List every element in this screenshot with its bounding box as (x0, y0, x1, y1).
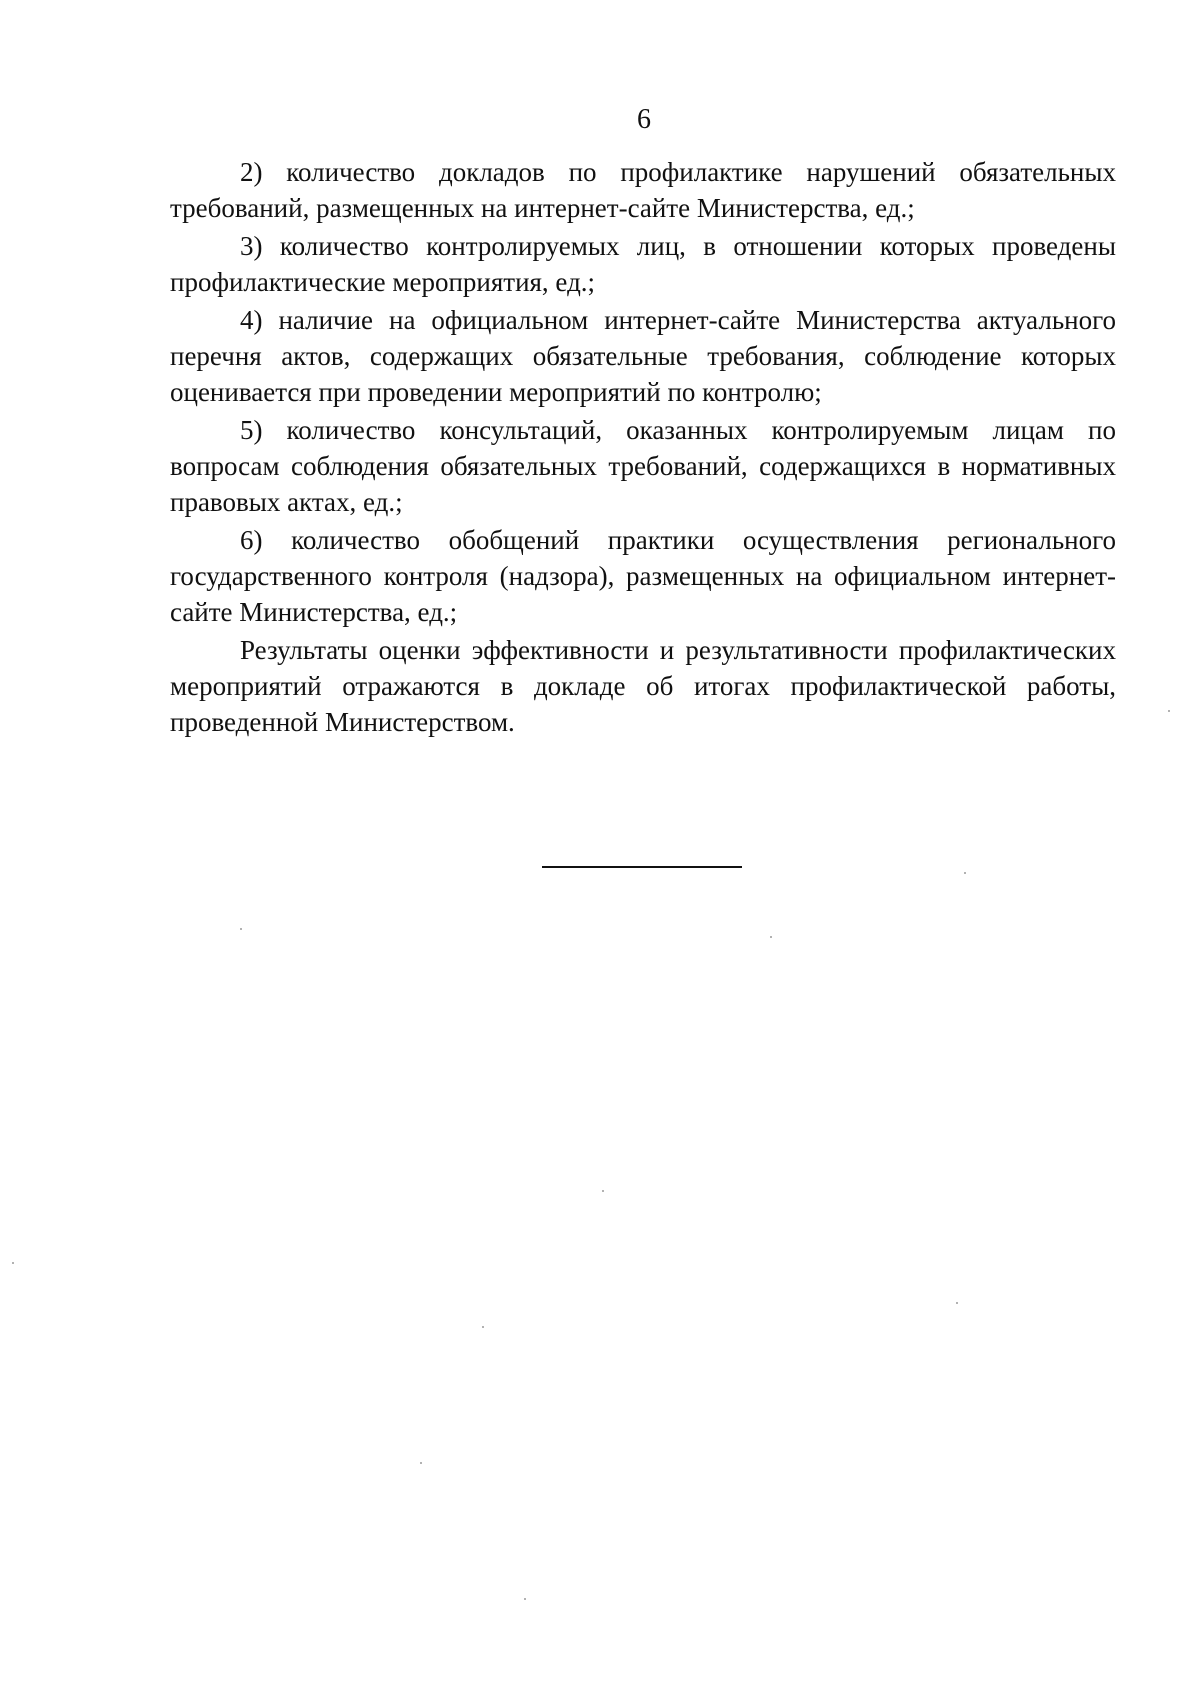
scan-speck (420, 1462, 422, 1464)
scan-speck (524, 1598, 526, 1600)
scan-speck (964, 872, 966, 874)
page-number: 6 (637, 104, 651, 135)
end-separator-line (542, 866, 742, 868)
paragraph-results: Результаты оценки эффективности и результативности профилактических мероприятий отражаются в докладе об итогах профилактической работы, проведенной Министерством. (170, 635, 1116, 737)
scan-speck (12, 1262, 14, 1264)
scan-speck (602, 1190, 604, 1192)
paragraph-item-5: 5) количество консультаций, оказанных контролируемым лицам по вопросам соблюдения обязательных требований, содержащихся в нормативных правовых актах, ед.; (170, 415, 1116, 517)
scan-speck (482, 1326, 484, 1328)
scan-speck (240, 928, 242, 930)
document-body (170, 154, 1116, 742)
scan-speck (1168, 710, 1170, 712)
scan-speck (956, 1302, 958, 1304)
scan-speck (770, 936, 772, 938)
paragraph-item-6: 6) количество обобщений практики осуществления регионального государственного контроля (надзора), размещенных на официальном интернет-сайте Министерства, ед.; (170, 525, 1116, 627)
paragraph-item-2: 2) количество докладов по профилактике нарушений обязательных требований, размещенных на интернет-сайте Министерства, ед.; (170, 157, 1116, 223)
paragraph-item-4: 4) наличие на официальном интернет-сайте Министерства актуального перечня актов, содержащих обязательные требования, соблюдение которых оценивается при проведении мероприятий по контролю; (170, 305, 1116, 407)
paragraph-item-3: 3) количество контролируемых лиц, в отношении которых проведены профилактические мероприятия, ед.; (170, 231, 1116, 297)
